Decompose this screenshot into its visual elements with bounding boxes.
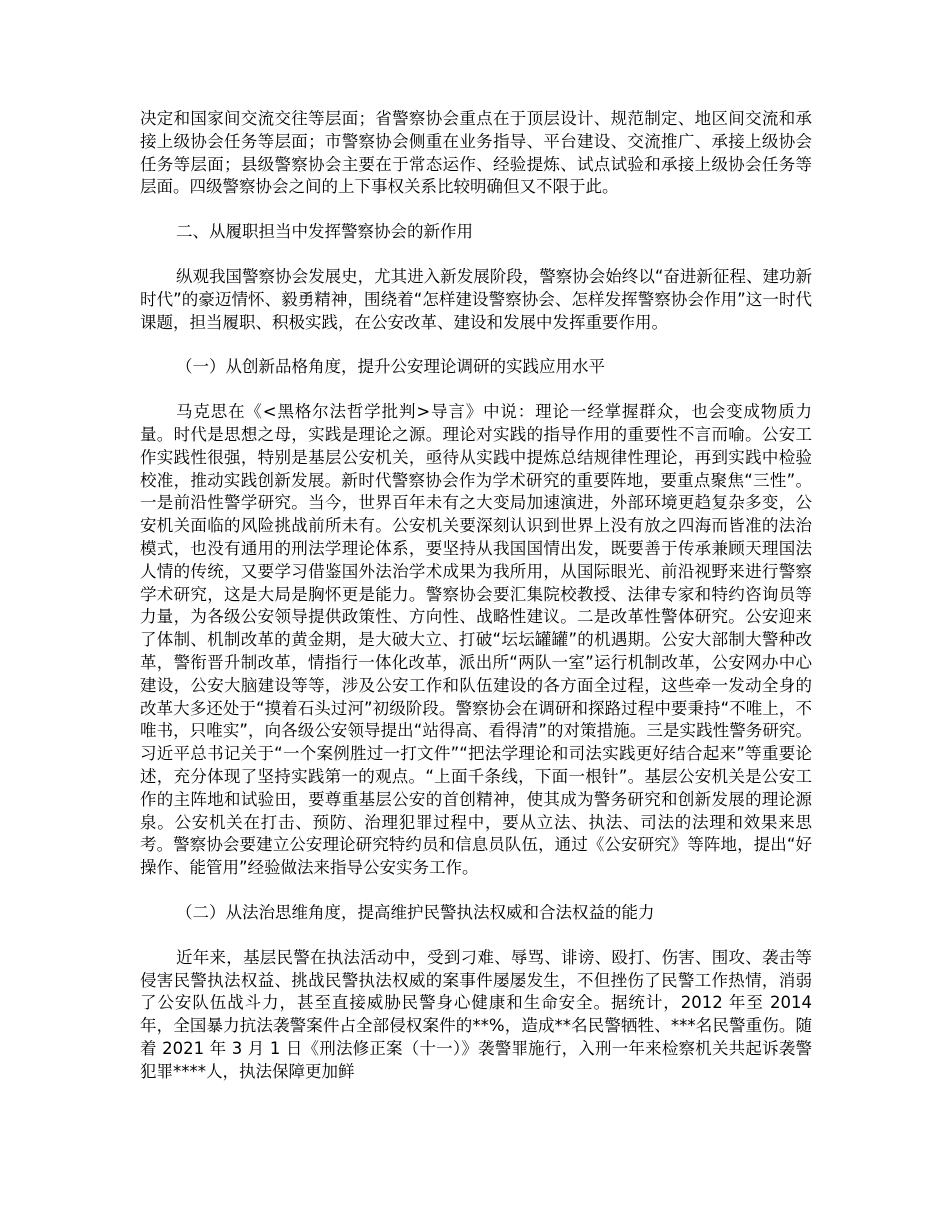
subsection-heading: （一）从创新品格角度，提升公安理论调研的实践应用水平 <box>176 357 605 377</box>
body-paragraph: 纵观我国警察协会发展史，尤其进入新发展阶段，警察协会始终以“奋进新征程、建功新时代”的豪迈情怀、毅勇精神，围绕着“怎样建设警察协会、怎样发挥警察协会作用”这一时代课题，担当履职、积极实践，在公安改革、建设和发展中发挥重要作用。 <box>140 266 812 332</box>
subsection-heading: （二）从法治思维角度，提高维护民警执法权威和合法权益的能力 <box>176 902 655 922</box>
body-paragraph: 决定和国家间交流交往等层面；省警察协会重点在于顶层设计、规范制定、地区间交流和承接上级协会任务等层面；市警察协会侧重在业务指导、平台建设、交流推广、承接上级协会任务等层面；县级警察协会主要在于常态运作、经验提炼、试点试验和承接上级协会任务等层面。四级警察协会之间的上下事权关系比较明确但又不限于此。 <box>140 109 812 197</box>
body-paragraph: 马克思在《<黑格尔法哲学批判>导言》中说：理论一经掌握群众，也会变成物质力量。时代是思想之母，实践是理论之源。理论对实践的指导作用的重要性不言而喻。公安工作实践性很强，特别是基层公安机关，亟待从实践中提炼总结规律性理论，再到实践中检验校准，推动实践创新发展。新时代警察协会作为学术研究的重要阵地，要重点聚焦“三性”。一是前沿性警学研究。当今，世界百年未有之大变局加速演进，外部环境更趋复杂多变，公安机关面临的风险挑战前所未有。公安机关要深刻认识到世界上没有放之四海而皆准的法治模式，也没有通用的刑法学理论体系，要坚持从我国国情出发，既要善于传承兼顾天理国法人情的传统，又要学习借鉴国外法治学术成果为我所用，从国际眼光、前沿视野来进行警察学术研究，这是大局是胸怀更是能力。警察协会要汇集院校教授、法律专家和特约咨询员等力量，为各级公安领导提供政策性、方向性、战略性建议。二是改革性警体研究。公安迎来了体制、机制改革的黄金期，是大破大立、打破“坛坛罐罐”的机遇期。公安大部制大警种改革，警衔晋升制改革，情指行一体化改革，派出所“两队一室”运行机制改革，公安网办中心建设，公安大脑建设等等，涉及公安工作和队伍建设的各方面全过程，这些牵一发动全身的改革大多还处于“摸着石头过河”初级阶段。警察协会在调研和探路过程中要秉持“不唯上，不唯书，只唯实”，向各级公安领导提出“站得高、看得清”的对策措施。三是实践性警务研究。习近平总书记关于“一个案例胜过一打文件”“把法学理论和司法实践更好结合起来”等重要论述，充分体现了坚持实践第一的观点。“上面千条线，下面一根针”。基层公安机关是公安工作的主阵地和试验田，要尊重基层公安的首创精神，使其成为警务研究和创新发展的理论源泉。公安机关在打击、预防、治理犯罪过程中，要从立法、执法、司法的法理和效果来思考。警察协会要建立公安理论研究特约员和信息员队伍，通过《公安研究》等阵地，提出“好操作、能管用”经验做法来指导公安实务工作。 <box>140 402 812 878</box>
section-heading: 二、从履职担当中发挥警察协会的新作用 <box>176 222 473 242</box>
document-page <box>140 108 812 1083</box>
body-paragraph: 近年来，基层民警在执法活动中，受到刁难、辱骂、诽谤、殴打、伤害、围攻、袭击等侵害民警执法权益、挑战民警执法权威的案事件屡屡发生，不但挫伤了民警工作热情，消弱了公安队伍战斗力，甚至直接威胁民警身心健康和生命安全。据统计，2012 年至 2014 年，全国暴力抗法袭警案件占全部侵权案件的**%，造成**名民警牺牲、***名民警重伤。随着 2021 年 3 月 1 日《刑法修正案（十一）》袭警罪施行，入刑一年来检察机关共起诉袭警犯罪****人，执法保障更加鲜 <box>140 947 812 1081</box>
